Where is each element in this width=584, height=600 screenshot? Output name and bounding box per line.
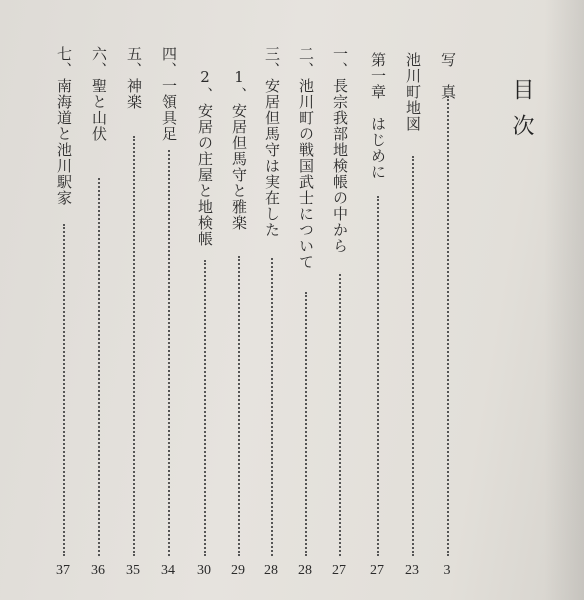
toc-leader	[98, 178, 100, 556]
toc-leader	[63, 224, 65, 556]
toc-entry-label: 一、長宗我部地検帳の中から	[331, 46, 349, 254]
toc-entry-page: 37	[56, 563, 70, 578]
toc-entry-label: 二、池川町の戦国武士について	[297, 46, 315, 270]
toc-entry-page: 29	[231, 563, 245, 578]
toc-leader	[238, 256, 240, 556]
toc-entry-label: 三、安居但馬守は実在した	[263, 46, 281, 238]
toc-entry-page: 27	[332, 563, 346, 578]
toc-entry-page: 30	[197, 563, 211, 578]
toc-entry-label: 池川町地図	[404, 52, 422, 132]
page-edge-shadow	[544, 0, 584, 600]
toc-leader	[133, 136, 135, 556]
toc-entry-label: 六、聖と山伏	[90, 46, 108, 142]
toc-entry-label: 五、神楽	[125, 46, 143, 110]
toc-leader	[305, 292, 307, 556]
toc-entry-label: 写 真	[439, 52, 457, 100]
toc-entry-page: 23	[405, 563, 419, 578]
toc-entry-label: 1、安居但馬守と雅楽	[230, 68, 248, 231]
page-title: 目次	[509, 78, 534, 150]
toc-entry-label: 2、安居の庄屋と地検帳	[196, 68, 214, 247]
toc-entry-page: 3	[443, 563, 451, 578]
toc-entry-label: 七、南海道と池川駅家	[55, 46, 73, 206]
toc-entry-label: 第一章 はじめに	[369, 52, 387, 180]
toc-leader	[204, 260, 206, 556]
toc-leader	[412, 156, 414, 556]
toc-entry-page: 34	[161, 563, 175, 578]
toc-entry-label: 四、一領具足	[160, 46, 178, 142]
toc-entry-page: 28	[298, 563, 312, 578]
toc-leader	[339, 274, 341, 556]
toc-entry-page: 27	[370, 563, 384, 578]
toc-entry-page: 35	[126, 563, 140, 578]
toc-entry-page: 36	[91, 563, 105, 578]
toc-entry-page: 28	[264, 563, 278, 578]
toc-leader	[447, 96, 449, 556]
toc-leader	[168, 150, 170, 556]
toc-leader	[271, 258, 273, 556]
toc-leader	[377, 196, 379, 556]
